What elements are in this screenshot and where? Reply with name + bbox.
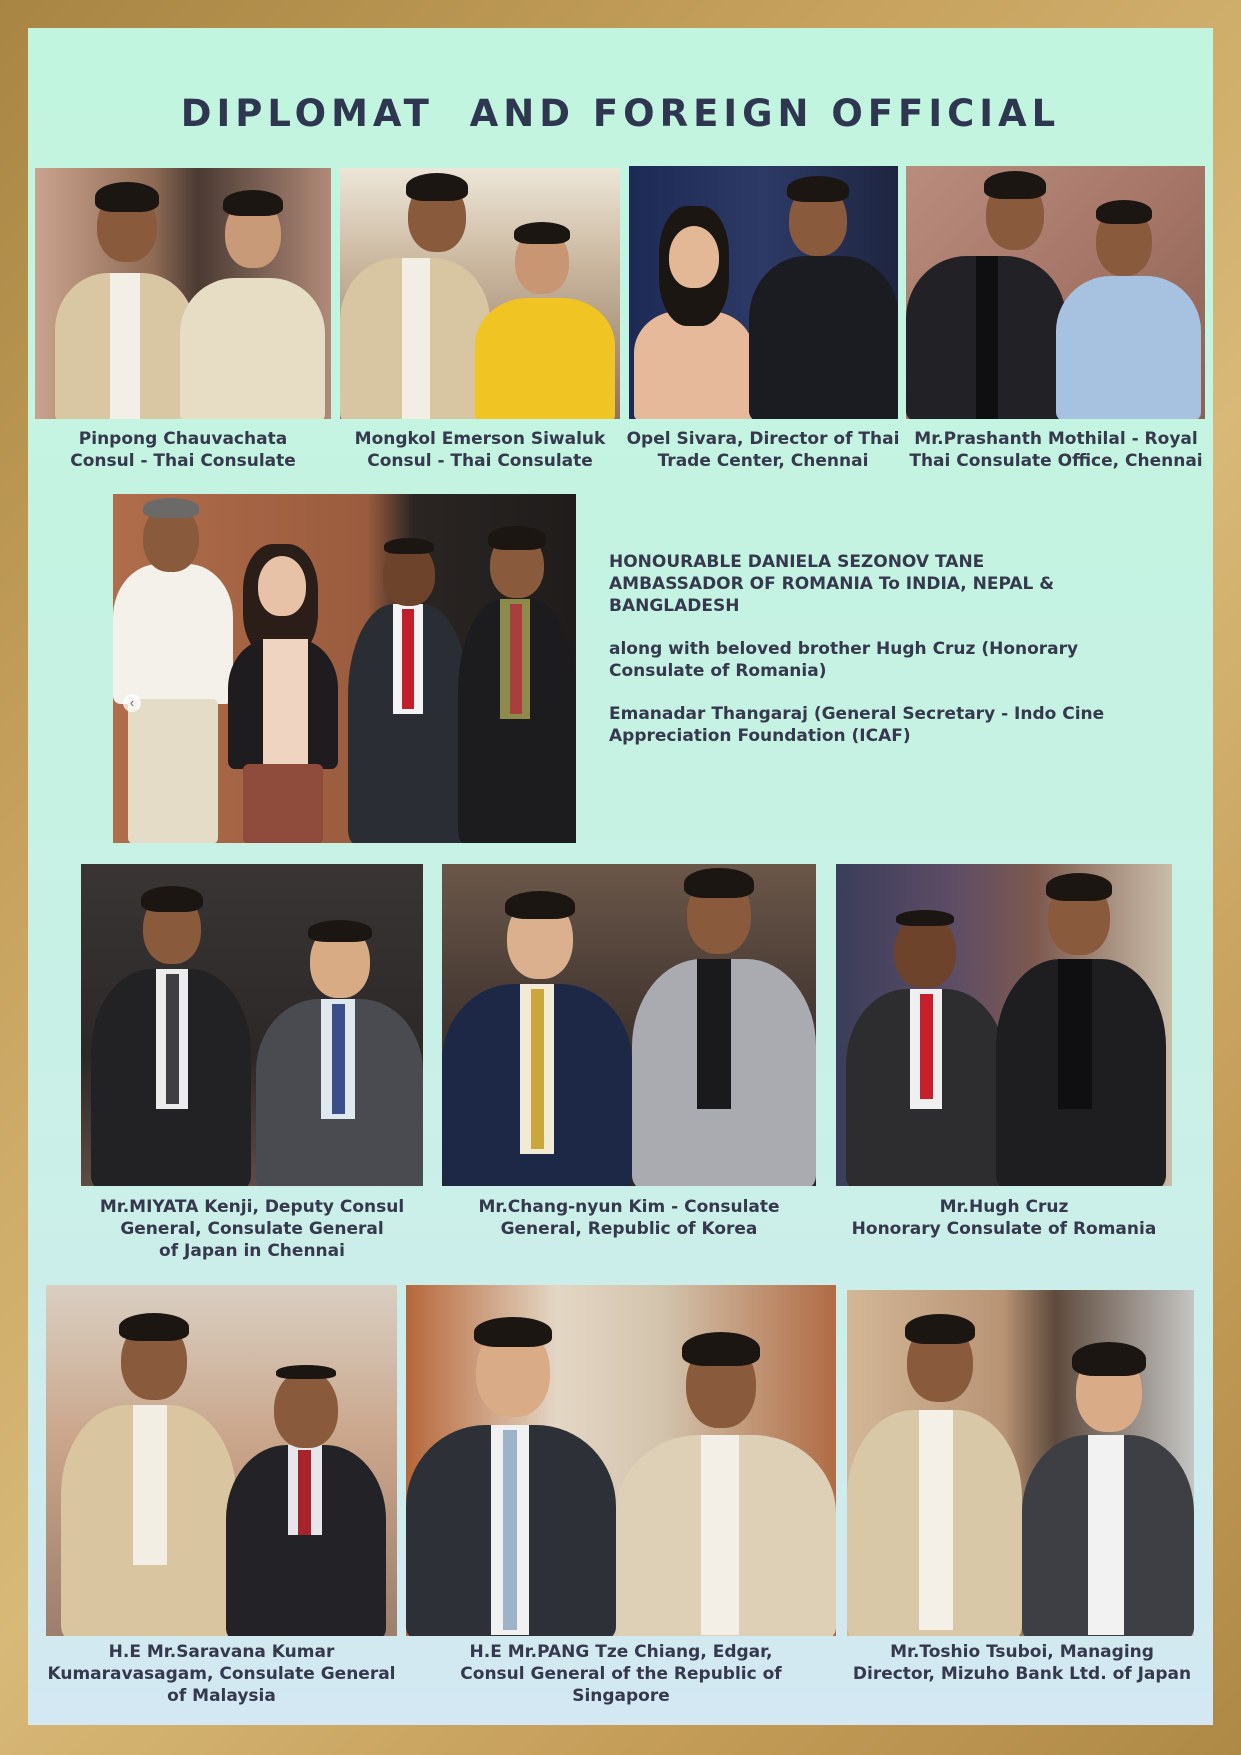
page-title: DIPLOMAT AND FOREIGN OFFICIAL [180,92,1061,135]
caption-toshio-tsuboi: Mr.Toshio Tsuboi, Managing Director, Mizuho Bank Ltd. of Japan [852,1642,1192,1684]
photo-miyata [81,864,423,1186]
photo-mongkol [340,168,620,419]
photo-chang-nyun-kim [442,864,816,1186]
photo-toshio-tsuboi [847,1290,1194,1636]
caption-pinpong: Pinpong Chauvachata Consul - Thai Consulate [70,429,296,471]
photo-pinpong [35,168,331,419]
photo-saravana-kumar [46,1285,397,1636]
emanadar-note: Emanadar Thangaraj (General Secretary - Indo Cine Appreciation Foundation (ICAF) [609,704,1105,746]
caption-hugh-cruz: Mr.Hugh Cruz Honorary Consulate of Romania [851,1197,1157,1239]
photo-prashanth [906,166,1205,419]
caption-miyata: Mr.MIYATA Kenji, Deputy Consul General, Consulate General of Japan in Chennai [99,1197,405,1261]
caption-chang-nyun-kim: Mr.Chang-nyun Kim - Consulate General, Republic of Korea [478,1197,780,1239]
carousel-prev-icon: ‹ [123,694,141,712]
ambassador-line-1: HONOURABLE DANIELA SEZONOV TANE [609,552,985,572]
photo-pang-tze-chiang [406,1285,836,1636]
caption-mongkol: Mongkol Emerson Siwaluk Consul - Thai Consulate [354,429,606,471]
romania-description [609,551,1109,768]
caption-saravana-kumar: H.E Mr.Saravana Kumar Kumaravasagam, Consulate General of Malaysia [47,1642,396,1706]
ambassador-line-3: BANGLADESH [609,596,740,616]
caption-pang-tze-chiang: H.E Mr.PANG Tze Chiang, Edgar, Consul General of the Republic of Singapore [460,1642,782,1706]
hugh-cruz-note: along with beloved brother Hugh Cruz (Honorary Consulate of Romania) [609,639,1079,681]
caption-prashanth: Mr.Prashanth Mothilal - Royal Thai Consulate Office, Chennai [909,429,1203,471]
caption-opel: Opel Sivara, Director of Thai Trade Center, Chennai [626,429,900,471]
photo-opel [629,166,898,419]
ambassador-title [609,551,1109,617]
photo-romania-ambassador [113,494,576,843]
photo-hugh-cruz [836,864,1172,1186]
ambassador-line-2: AMBASSADOR OF ROMANIA To INDIA, NEPAL & [609,574,1055,594]
